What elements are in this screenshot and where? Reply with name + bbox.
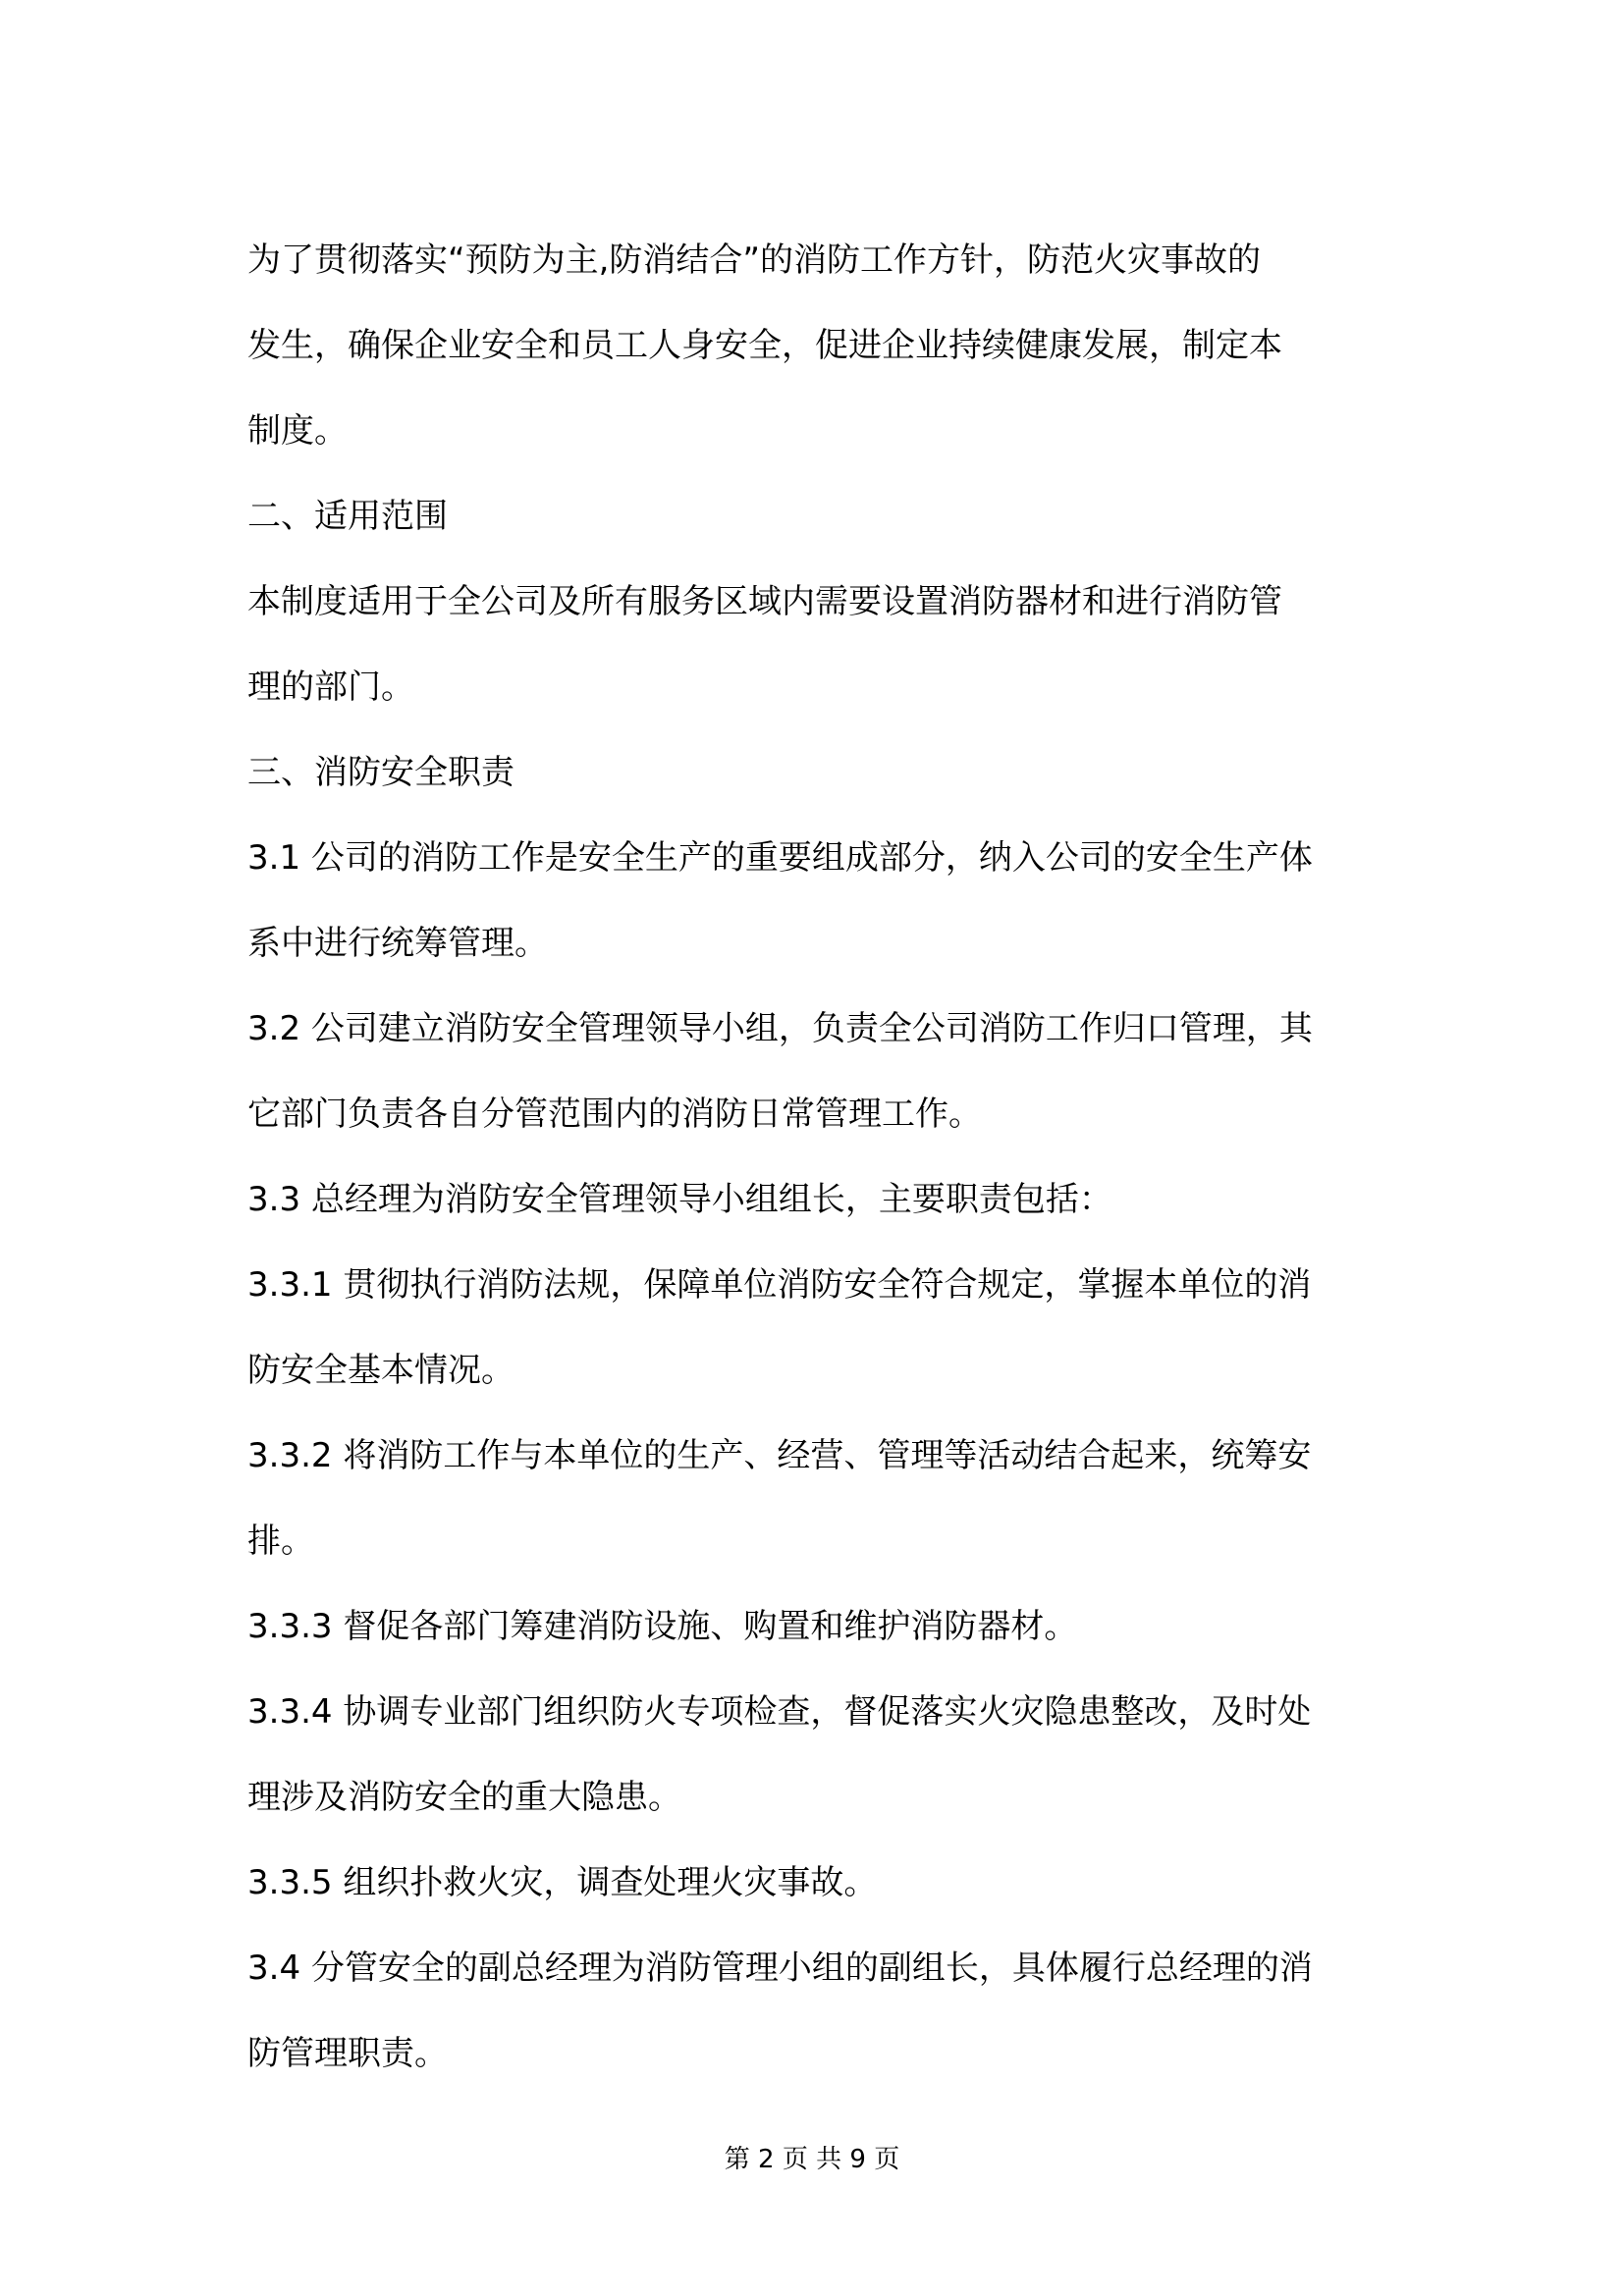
text-line: 本制度适用于全公司及所有服务区域内需要设置消防器材和进行消防管 [247,582,1282,621]
text-line: 理的部门。 [247,667,414,707]
text-line: 3.4 分管安全的副总经理为消防管理小组的副组长，具体履行总经理的消 [247,1949,1313,1988]
text-line: 为了贯彻落实“预防为主,防消结合”的消防工作方针，防范火灾事故的 [247,240,1262,280]
text-line: 3.2 公司建立消防安全管理领导小组，负责全公司消防工作归口管理，其 [247,1009,1313,1048]
text-line: 系中进行统筹管理。 [247,924,548,963]
section-heading: 三、消防安全职责 [247,753,514,792]
page-number: 第 2 页 共 9 页 [724,2145,900,2174]
text-line: 它部门负责各自分管范围内的消防日常管理工作。 [247,1095,982,1134]
text-line: 排。 [247,1522,314,1561]
text-line: 3.3.2 将消防工作与本单位的生产、经营、管理等活动结合起来，统筹安 [247,1436,1312,1475]
text-line: 发生，确保企业安全和员工人身安全，促进企业持续健康发展，制定本 [247,326,1282,365]
text-line: 3.3.4 协调专业部门组织防火专项检查，督促落实火灾隐患整改，及时处 [247,1692,1312,1732]
document-body [247,218,1406,2097]
text-line: 制度。 [247,411,348,451]
text-line: 3.1 公司的消防工作是安全生产的重要组成部分，纳入公司的安全生产体 [247,838,1313,878]
text-line: 理涉及消防安全的重大隐患。 [247,1778,681,1817]
text-line: 防安全基本情况。 [247,1351,514,1390]
text-line: 3.3.5 组织扑救火灾，调查处理火灾事故。 [247,1863,878,1902]
text-line: 3.3.3 督促各部门筹建消防设施、购置和维护消防器材。 [247,1607,1078,1646]
text-line: 防管理职责。 [247,2034,448,2073]
text-line: 3.3.1 贯彻执行消防法规，保障单位消防安全符合规定，掌握本单位的消 [247,1265,1312,1305]
section-heading: 二、适用范围 [247,497,448,536]
text-line: 3.3 总经理为消防安全管理领导小组组长，主要职责包括： [247,1180,1112,1219]
